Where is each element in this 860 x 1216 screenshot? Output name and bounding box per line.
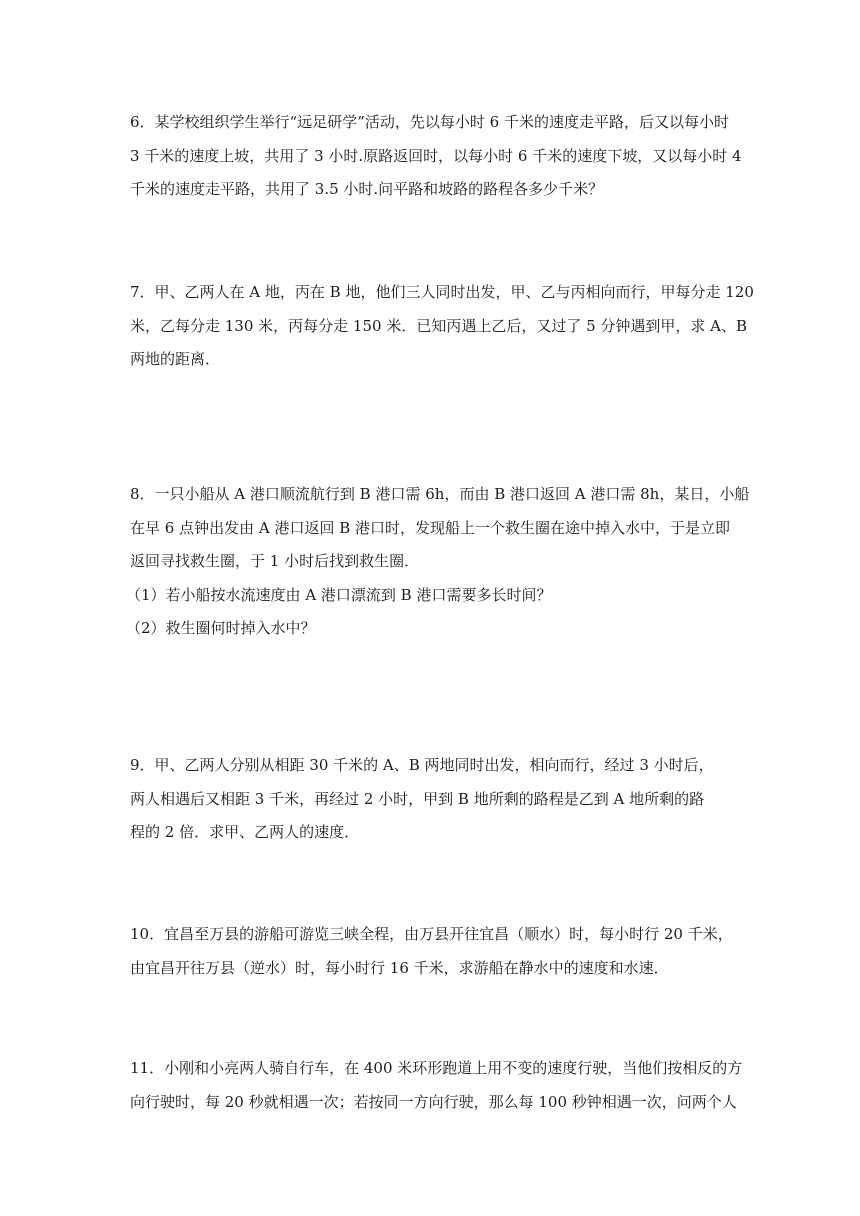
problem-10 [130,918,733,985]
problem-line: 在早 6 点钟出发由 A 港口返回 B 港口时，发现船上一个救生圈在途中掉入水中，于是立即 [130,518,731,537]
problem-line: 6．某学校组织学生举行“远足研学”活动，先以每小时 6 千米的速度走平路，后又以每小时 [130,113,729,131]
problem-7 [130,276,754,377]
problem-line: 程的 2 倍．求甲、乙两人的速度． [130,823,360,841]
problem-11 [130,1052,743,1119]
problem-line: 由宜昌开往万县（逆水）时，每小时行 16 千米，求游船在静水中的速度和水速． [130,958,669,977]
problem-line: 8．一只小船从 A 港口顺流航行到 B 港口需 6h，而由 B 港口返回 A 港口需 8h，某日，小船 [130,485,750,503]
problem-line: 向行驶时，每 20 秒就相遇一次；若按同一方向行驶，那么每 100 秒钟相遇一次，问两个人 [130,1092,737,1111]
problem-line: 返回寻找救生圈，于 1 小时后找到救生圈． [130,552,420,570]
problem-9 [130,749,730,850]
problem-line: 9．甲、乙两人分别从相距 30 千米的 A、B 两地同时出发，相向而行，经过 3 小时后， [130,756,714,774]
sub-question-1: （1）若小船按水流速度由 A 港口漂流到 B 港口需要多长时间？ [126,585,552,604]
problem-line: 米，乙每分走 130 米，丙每分走 150 米．已知丙遇上乙后，又过了 5 分钟遇到甲，求 A、B [130,316,748,335]
problem-line: 两人相遇后又相距 3 千米，再经过 2 小时，甲到 B 地所剩的路程是乙到 A 地所剩的路 [130,789,705,808]
problem-line: 千米的速度走平路，共用了 3.5 小时.问平路和坡路的路程各多少千米？ [130,180,604,198]
problem-line: 11．小刚和小亮两人骑自行车，在 400 米环形跑道上用不变的速度行驶，当他们按相反的方 [130,1059,743,1077]
problem-line: 两地的距离． [130,350,221,368]
problem-line: 7．甲、乙两人在 A 地，丙在 B 地，他们三人同时出发，甲、乙与丙相向而行，甲每分走 120 [130,283,754,301]
problem-line: 3 千米的速度上坡，共用了 3 小时.原路返回时，以每小时 6 千米的速度下坡，又以每小时 4 [130,146,742,165]
problem-6 [130,106,742,207]
problem-line: 10．宜昌至万县的游船可游览三峡全程，由万县开往宜昌（顺水）时，每小时行 20 千米， [130,925,733,943]
problem-8 [126,478,750,646]
sub-question-2: （2）救生圈何时掉入水中？ [126,619,316,637]
